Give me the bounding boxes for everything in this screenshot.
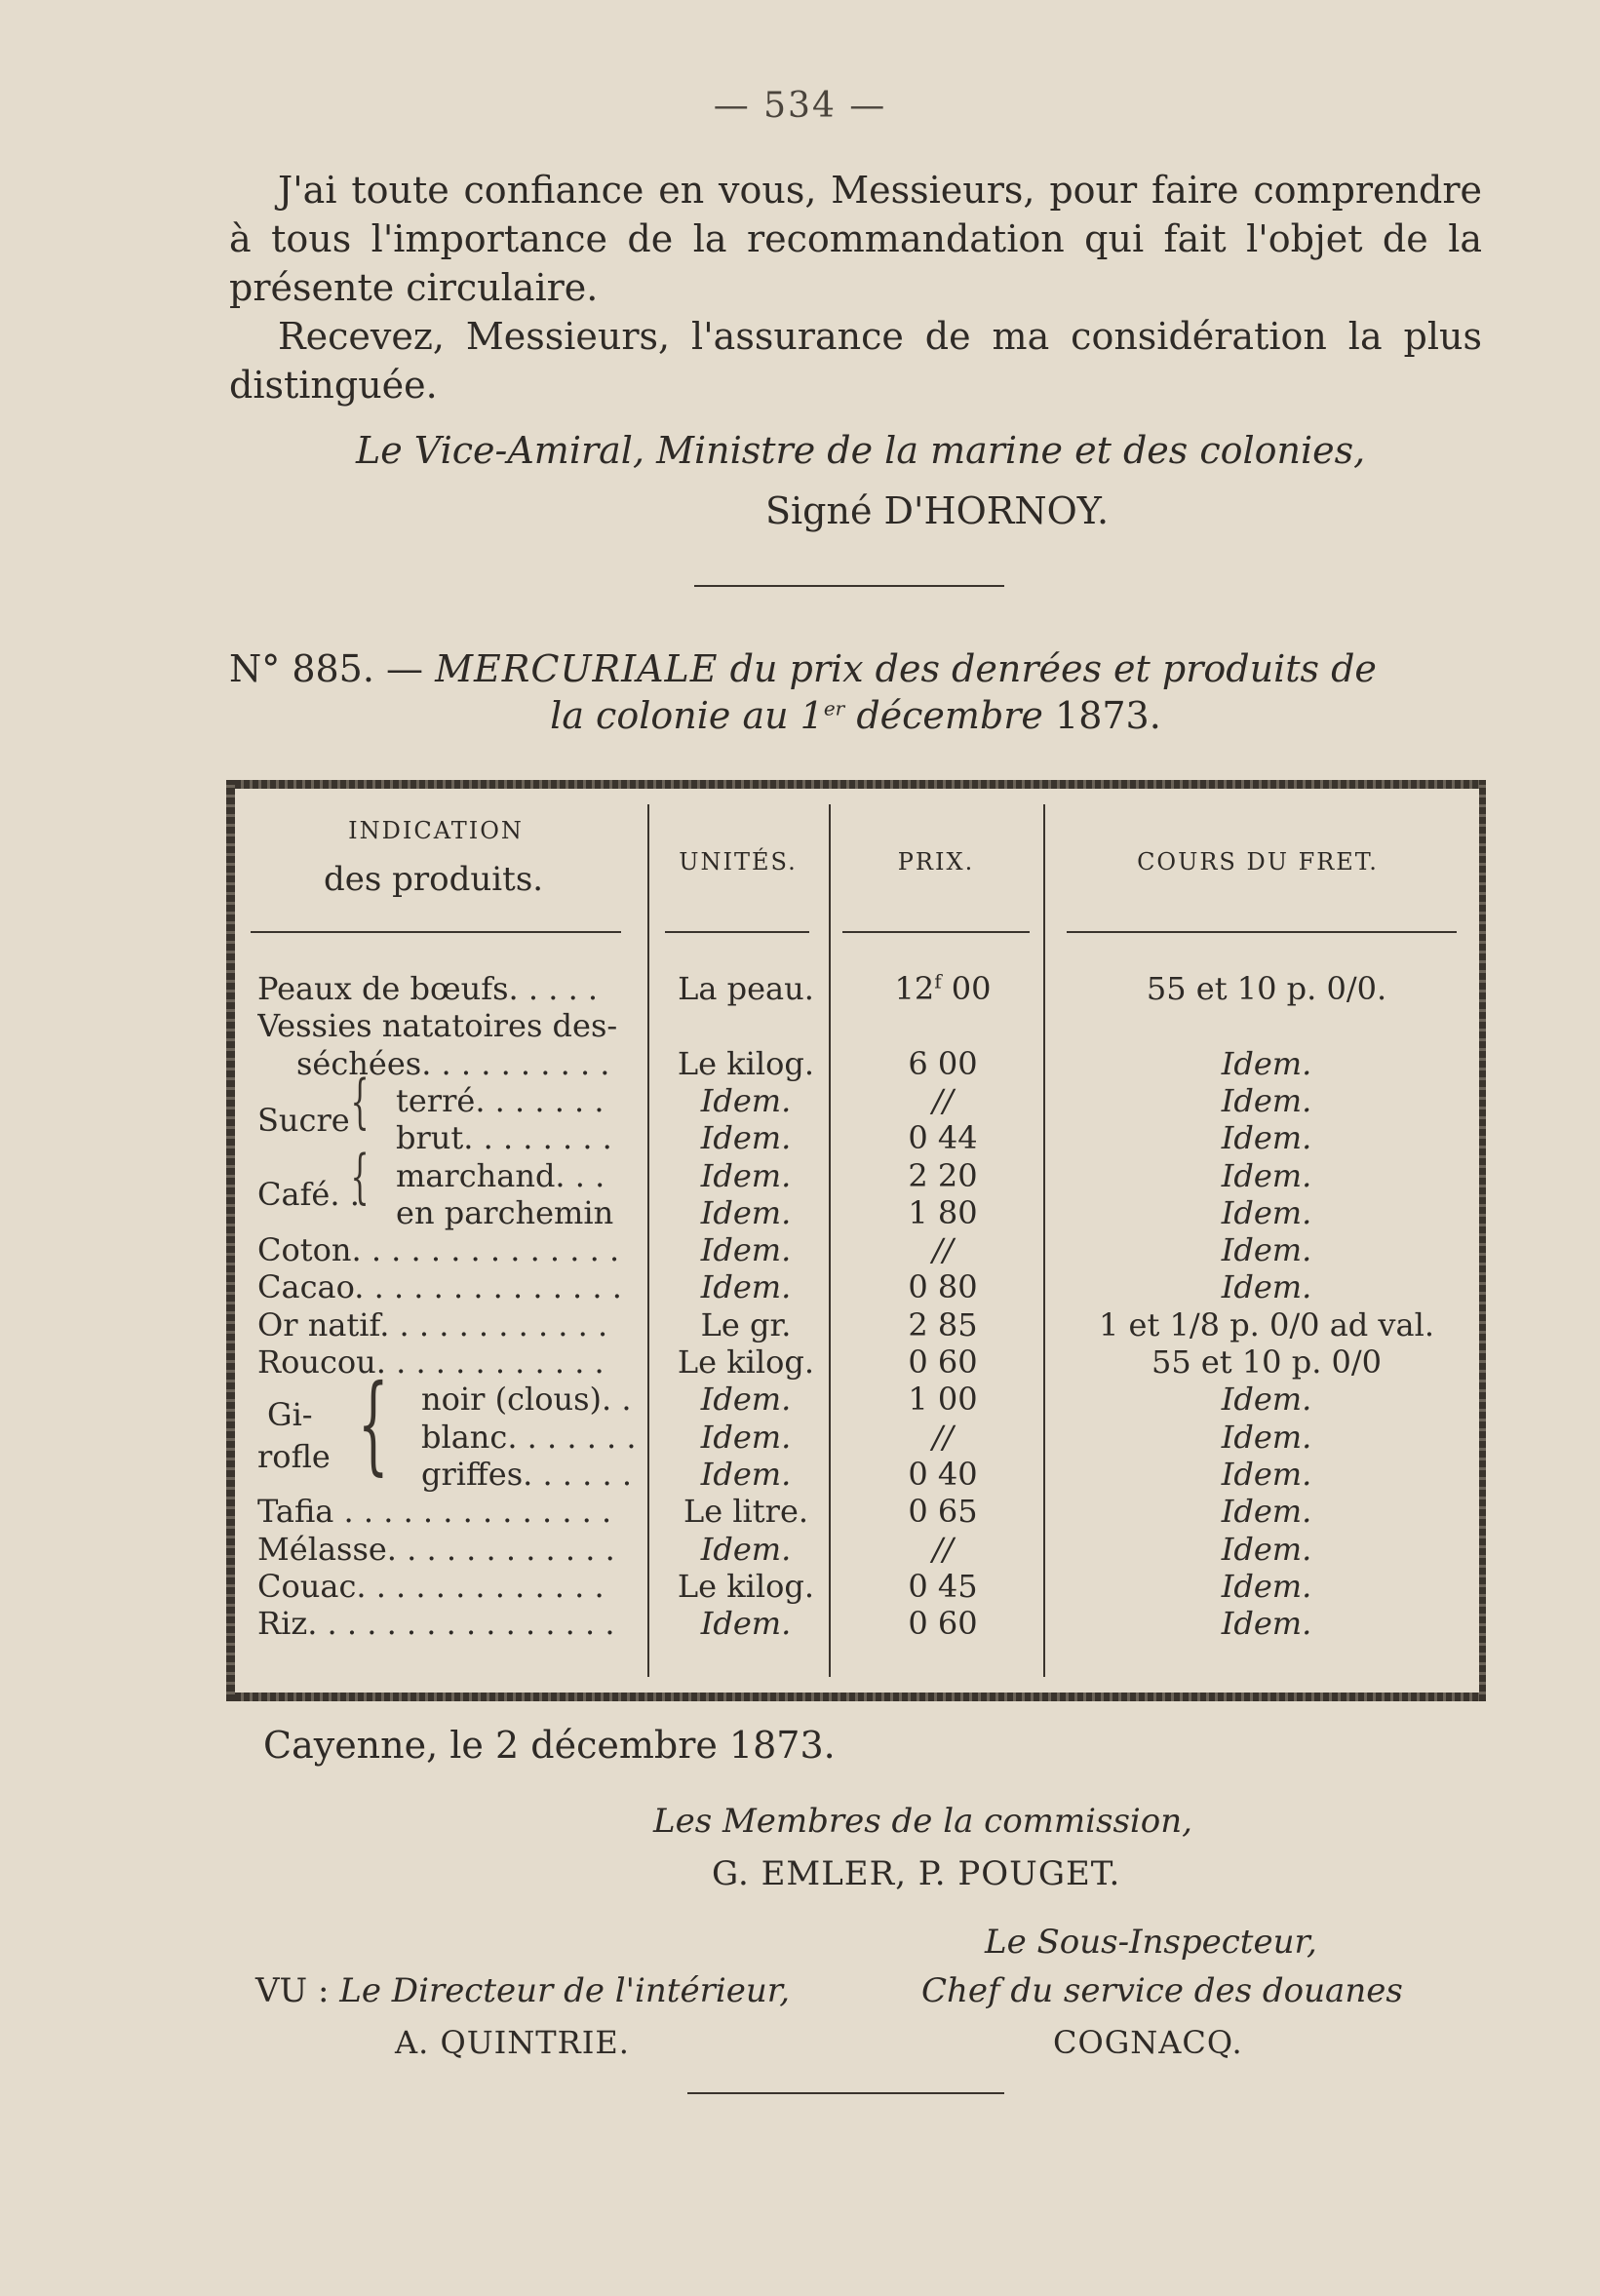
cell-product: Riz. . . . . . . . . . . . . . . .: [257, 1605, 615, 1643]
vu-title: Le Directeur de l'intérieur,: [339, 1971, 791, 2010]
cell-unit: Le kilog.: [677, 1343, 815, 1381]
separator-rule-2: [687, 2092, 1004, 2094]
cell-unit: La peau.: [678, 970, 814, 1007]
cell-prix-value: 1 80: [908, 1193, 978, 1231]
table-row: [226, 1605, 1486, 1642]
cell-unit: Idem.: [700, 1418, 792, 1456]
cell-product: terré. . . . . . .: [396, 1081, 605, 1119]
cell-prix-value: 0 44: [908, 1119, 978, 1157]
cell-prix-value: 0 80: [908, 1268, 978, 1306]
cell-product: brut. . . . . . . .: [396, 1119, 612, 1157]
table-row: [226, 1531, 1486, 1568]
cell-product: Vessies natatoires des-: [257, 1007, 618, 1045]
cell-unit: Idem.: [700, 1605, 792, 1643]
heading-line2-year: 1873.: [1042, 694, 1161, 737]
inspector-title: Le Sous-Inspecteur,: [985, 1923, 1317, 1962]
cell-prix-value: 0 45: [908, 1567, 978, 1605]
cell-prix-value: 6 00: [908, 1044, 978, 1082]
cell-prix-value: 1 00: [908, 1381, 978, 1419]
brace-sucre: {: [350, 1068, 370, 1136]
cell-product: Mélasse. . . . . . . . . . . .: [257, 1530, 615, 1568]
cell-prix: [840, 1082, 1045, 1119]
group-label-girofle-1: Gi-: [267, 1396, 313, 1433]
cell-product: griffes. . . . . .: [421, 1455, 632, 1493]
paragraph-1-text: J'ai toute confiance en vous, Messieurs, pour faire comprendre à tous l'importance de la recommandation qui fait l'objet de la présente circulaire.: [229, 169, 1482, 309]
cell-prix-value: 0 60: [908, 1605, 978, 1643]
vu-label: VU :: [255, 1971, 330, 2010]
cell-prix-value: //: [932, 1418, 954, 1456]
cell-unit: Idem.: [700, 1156, 792, 1194]
cell-product: Roucou. . . . . . . . . . . .: [257, 1343, 605, 1381]
cell-fret: Idem.: [1221, 1193, 1312, 1231]
signature-name: Signé D'HORNOY.: [765, 489, 1110, 532]
brace-girofle: {: [358, 1361, 389, 1486]
cell-fret: Idem.: [1221, 1044, 1312, 1082]
cell-fret: Idem.: [1221, 1567, 1312, 1605]
cell-prix: [840, 1531, 1045, 1568]
signature-title: Le Vice-Amiral, Ministre de la marine et des colonies,: [356, 429, 1366, 472]
cell-unit: Le kilog.: [677, 1567, 815, 1605]
table-row: [226, 1231, 1486, 1268]
table-row: [226, 970, 1486, 1007]
table-border-top: [226, 780, 1486, 789]
table-row: [226, 1456, 1486, 1493]
group-label-cafe: Café. .: [257, 1176, 360, 1213]
heading-line2-a: la colonie au 1: [550, 694, 824, 737]
vu-name: A. QUINTRIE.: [395, 2024, 630, 2061]
paragraph-2-text: Recevez, Messieurs, l'assurance de ma considération la plus distinguée.: [229, 315, 1482, 407]
cell-fret: Idem.: [1221, 1381, 1312, 1419]
cell-prix: [840, 1568, 1045, 1605]
cell-prix: [840, 1157, 1045, 1194]
heading-title-rest: du prix des denrées et produits de: [729, 647, 1377, 690]
cell-unit: Idem.: [700, 1381, 792, 1419]
cell-prix-unit: f: [934, 969, 942, 993]
paragraph-2: [229, 312, 1482, 409]
cell-unit: Le litre.: [683, 1493, 809, 1531]
inspector-service: Chef du service des douanes: [921, 1971, 1403, 2010]
cell-fret: Idem.: [1221, 1119, 1312, 1157]
cell-prix-value: 2 85: [908, 1305, 978, 1343]
cell-fret: Idem.: [1221, 1605, 1312, 1643]
commission-title: Les Membres de la commission,: [653, 1802, 1192, 1841]
cell-fret: Idem.: [1221, 1530, 1312, 1568]
cell-product: Or natif. . . . . . . . . . . .: [257, 1305, 608, 1343]
inspector-name: COGNACQ.: [1053, 2024, 1243, 2061]
heading-title-word: MERCURIALE: [435, 647, 719, 690]
cell-fret: Idem.: [1221, 1156, 1312, 1194]
table-row: [226, 1306, 1486, 1343]
cell-fret: Idem.: [1221, 1081, 1312, 1119]
table-row: [226, 1119, 1486, 1156]
table-row: [226, 1568, 1486, 1605]
cell-fret: Idem.: [1221, 1455, 1312, 1493]
table-row: [226, 1419, 1486, 1456]
header-rule-1: [251, 931, 621, 933]
cell-prix-value: 12: [894, 970, 935, 1007]
cell-prix: [840, 1119, 1045, 1156]
table-row: [226, 1007, 1486, 1044]
cell-prix: [840, 1456, 1045, 1493]
place-date: Cayenne, le 2 décembre 1873.: [263, 1724, 836, 1767]
group-label-girofle-2: rofle: [257, 1438, 331, 1475]
cell-unit: Le kilog.: [677, 1044, 815, 1082]
cell-prix: [840, 1231, 1045, 1268]
table-row: [226, 1045, 1486, 1082]
header-indication: INDICATION: [348, 817, 524, 844]
cell-product: marchand. . .: [396, 1156, 605, 1194]
brace-cafe: {: [350, 1143, 370, 1211]
cell-prix: [840, 1045, 1045, 1082]
cell-prix-value: 0 40: [908, 1455, 978, 1493]
header-rule-3: [842, 931, 1030, 933]
cell-prix: [840, 1343, 1045, 1381]
header-rule-4: [1067, 931, 1457, 933]
cell-unit: Idem.: [700, 1193, 792, 1231]
cell-product: Tafia . . . . . . . . . . . . . .: [257, 1493, 612, 1531]
table-row: [226, 1082, 1486, 1119]
cell-product: Coton. . . . . . . . . . . . . .: [257, 1231, 620, 1269]
header-fret: COURS DU FRET.: [1137, 848, 1379, 876]
cell-prix-value: //: [932, 1530, 954, 1568]
table-row: [226, 1493, 1486, 1530]
cell-unit: Idem.: [700, 1455, 792, 1493]
group-label-sucre: Sucre: [257, 1102, 350, 1139]
cell-product: Cacao. . . . . . . . . . . . . .: [257, 1268, 622, 1306]
cell-product: Couac. . . . . . . . . . . . .: [257, 1567, 605, 1605]
cell-fret: Idem.: [1221, 1231, 1312, 1269]
cell-prix: [840, 970, 1045, 1007]
header-produits: des produits.: [324, 860, 544, 899]
cell-prix-value: 0 60: [908, 1343, 978, 1381]
cell-fret: 55 et 10 p. 0/0: [1151, 1343, 1383, 1381]
price-table: [226, 780, 1486, 1701]
table-row: [226, 1157, 1486, 1194]
cell-prix: [840, 1381, 1045, 1418]
cell-unit: Idem.: [700, 1268, 792, 1306]
cell-unit: Idem.: [700, 1530, 792, 1568]
paragraph-1: [229, 166, 1482, 312]
heading-number: N° 885. —: [229, 647, 424, 690]
cell-unit: Le gr.: [700, 1305, 792, 1343]
cell-product: séchées. . . . . . . . . .: [296, 1044, 610, 1082]
table-row: [226, 1381, 1486, 1418]
header-prix: PRIX.: [897, 848, 975, 876]
commission-names: G. EMLER, P. POUGET.: [712, 1854, 1121, 1893]
cell-product: blanc. . . . . . .: [421, 1418, 637, 1456]
cell-prix-value: 2 20: [908, 1156, 978, 1194]
table-row: [226, 1194, 1486, 1231]
cell-product: en parchemin: [396, 1193, 614, 1231]
cell-unit: Idem.: [700, 1119, 792, 1157]
cell-fret: 1 et 1/8 p. 0/0 ad val.: [1099, 1305, 1434, 1343]
cell-prix-cents: 00: [941, 970, 992, 1007]
vu-line: [255, 1971, 790, 2010]
heading-line2-sup: er: [823, 696, 845, 720]
header-rule-2: [665, 931, 809, 933]
cell-prix: [840, 1605, 1045, 1642]
cell-unit: Idem.: [700, 1081, 792, 1119]
heading-line2-b: décembre: [844, 694, 1043, 737]
table-row: [226, 1268, 1486, 1305]
cell-product: Peaux de bœufs. . . . .: [257, 970, 599, 1007]
cell-fret: Idem.: [1221, 1418, 1312, 1456]
cell-prix-value: //: [932, 1231, 954, 1269]
cell-prix: [840, 1306, 1045, 1343]
cell-prix: [840, 1493, 1045, 1530]
section-heading: [229, 645, 1482, 739]
cell-prix: [840, 1194, 1045, 1231]
cell-prix-value: 0 65: [908, 1493, 978, 1531]
heading-line-2: [229, 692, 1482, 739]
cell-fret: 55 et 10 p. 0/0.: [1146, 970, 1387, 1007]
header-unites: UNITÉS.: [679, 848, 798, 876]
cell-prix: [840, 1268, 1045, 1305]
cell-fret: Idem.: [1221, 1493, 1312, 1531]
cell-unit: Idem.: [700, 1231, 792, 1269]
separator-rule-1: [694, 585, 1004, 587]
cell-product: noir (clous). .: [421, 1381, 632, 1419]
cell-prix-value: //: [932, 1081, 954, 1119]
table-border-bottom: [226, 1693, 1486, 1701]
cell-fret: Idem.: [1221, 1268, 1312, 1306]
page-number: — 534 —: [713, 86, 887, 126]
cell-prix: [840, 1419, 1045, 1456]
table-row: [226, 1343, 1486, 1381]
